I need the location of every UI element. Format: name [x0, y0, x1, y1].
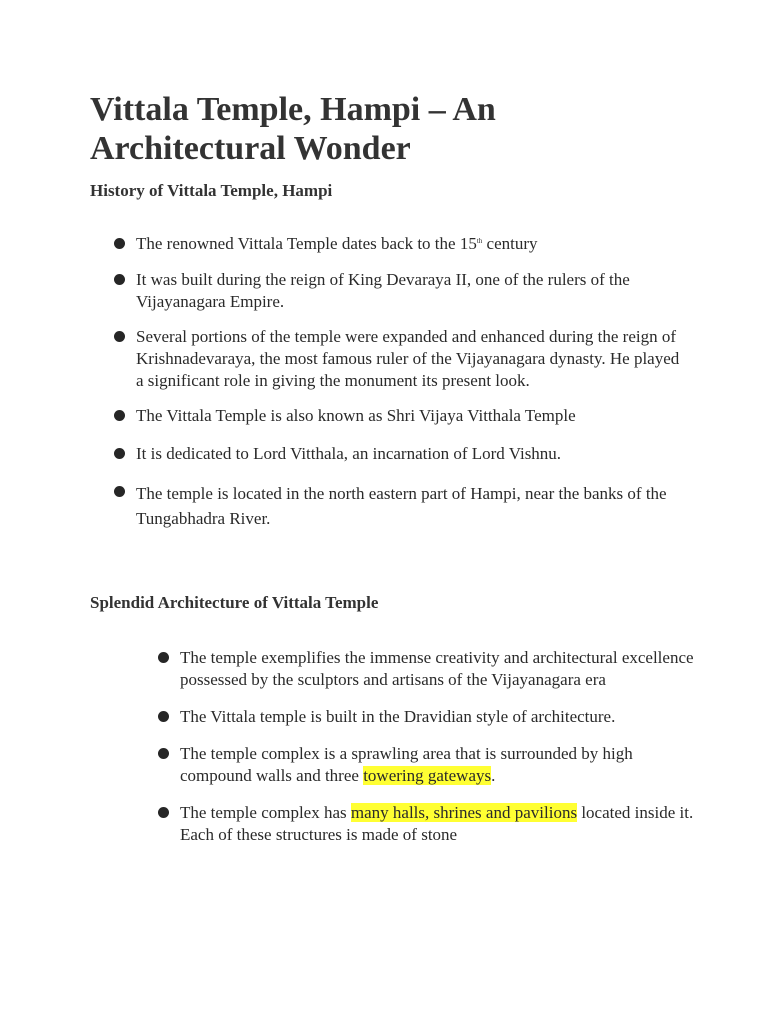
list-item: [112, 443, 682, 465]
item-text: Several portions of the temple were expanded and enhanced during the reign of Krishnadevaraya, the most famous ruler of the Vijayanagara dynasty. He played a significant role in giving the monument its present look.: [136, 327, 680, 390]
list-item: [156, 647, 696, 691]
item-text: century: [482, 234, 538, 253]
highlighted-text: towering gateways: [363, 766, 492, 785]
section-heading-history: History of Vittala Temple, Hampi: [90, 181, 333, 200]
bullet-icon: [114, 274, 125, 285]
list-item: [156, 802, 696, 846]
item-text: It is dedicated to Lord Vitthala, an incarnation of Lord Vishnu.: [136, 444, 562, 463]
list-item: [112, 233, 682, 255]
ordinal-suffix: th: [476, 237, 483, 245]
item-text: The renowned Vittala Temple dates back to the 15: [136, 234, 477, 253]
highlighted-text: many halls, shrines and pavilions: [350, 803, 578, 822]
item-text: located inside it. Each of these structures is made of stone: [180, 803, 694, 844]
bullet-icon: [158, 711, 169, 722]
item-text: The temple exemplifies the immense creativity and architectural excellence possessed by the sculptors and artisans of the Vijayanagara era: [180, 648, 694, 689]
list-item: [112, 326, 682, 392]
bullet-icon: [114, 448, 125, 459]
history-list: [112, 233, 682, 531]
item-text: The temple complex has: [180, 803, 351, 822]
bullet-icon: [158, 748, 169, 759]
list-item: [156, 706, 696, 728]
list-item: [112, 269, 682, 313]
architecture-list: [156, 647, 696, 846]
section-heading-architecture: Splendid Architecture of Vittala Temple: [90, 593, 379, 612]
bullet-icon: [114, 238, 125, 249]
item-text: The temple is located in the north eastern part of Hampi, near the banks of the Tungabhadra River.: [136, 484, 667, 528]
bullet-icon: [114, 486, 125, 497]
item-text: The Vittala temple is built in the Dravidian style of architecture.: [180, 707, 616, 726]
list-item: [156, 743, 696, 787]
item-text: .: [491, 766, 496, 785]
page-title: Vittala Temple, Hampi – An Architectural Wonder: [90, 91, 496, 167]
bullet-icon: [114, 410, 125, 421]
item-text: The Vittala Temple is also known as Shri Vijaya Vitthala Temple: [136, 406, 576, 425]
bullet-icon: [158, 807, 169, 818]
item-text: The temple complex is a sprawling area that is surrounded by high compound walls and three: [180, 744, 633, 785]
bullet-icon: [158, 652, 169, 663]
item-text: It was built during the reign of King Devaraya II, one of the rulers of the Vijayanagara Empire.: [136, 270, 630, 311]
bullet-icon: [114, 331, 125, 342]
list-item: [112, 481, 682, 531]
list-item: [112, 405, 682, 427]
